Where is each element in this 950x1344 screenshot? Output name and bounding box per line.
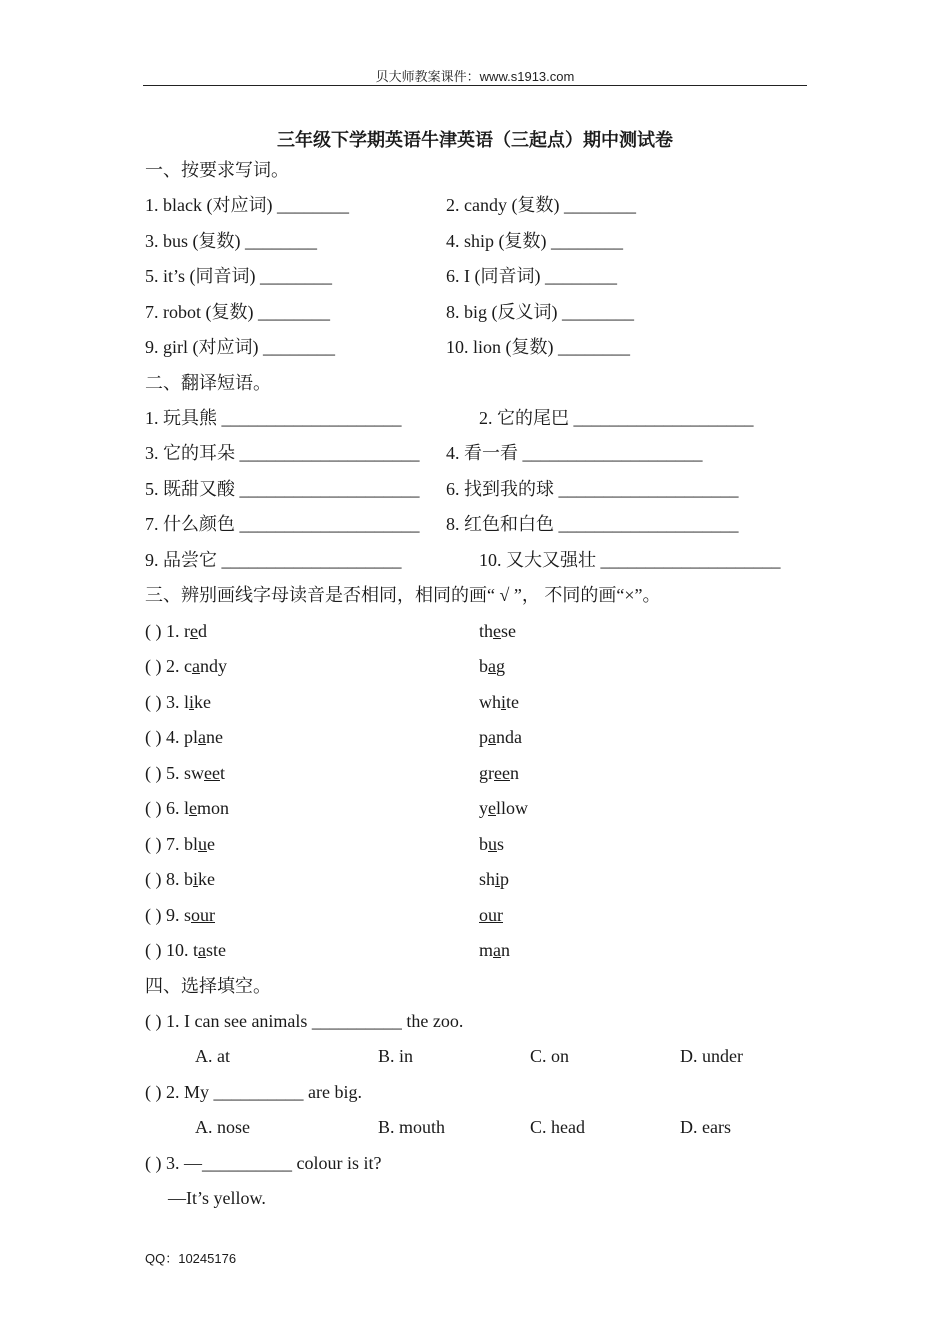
s3-word-right: bag: [479, 656, 505, 676]
s2-item: 9. 品尝它 ____________________: [145, 550, 402, 570]
option: D. ears: [680, 1117, 731, 1137]
s3-word-left: ( ) 1. red: [145, 621, 207, 641]
s1-item: 1. black (对应词) ________: [145, 195, 349, 215]
option: A. at: [195, 1046, 230, 1066]
s3-word-right: man: [479, 940, 511, 960]
section2-heading: 二、翻译短语。: [145, 373, 271, 393]
s2-item: 3. 它的耳朵 ____________________: [145, 443, 420, 463]
option: C. head: [530, 1117, 585, 1137]
question-3: ( ) 3. —__________ colour is it?: [145, 1153, 382, 1173]
s3-word-left: ( ) 5. sweet: [145, 763, 225, 783]
s2-item: 10. 又大又强壮 ____________________: [479, 550, 781, 570]
s2-item: 1. 玩具熊 ____________________: [145, 408, 402, 428]
s1-item: 10. lion (复数) ________: [446, 337, 630, 357]
s3-word-left: ( ) 3. like: [145, 692, 212, 712]
s3-word-right: yellow: [479, 798, 529, 818]
s3-word-left: ( ) 6. lemon: [145, 798, 230, 818]
s3-word-left: ( ) 2. candy: [145, 656, 227, 676]
s1-item: 6. I (同音词) ________: [446, 266, 617, 286]
s1-item: 2. candy (复数) ________: [446, 195, 636, 215]
s3-word-right: these: [479, 621, 517, 641]
question-2: ( ) 2. My __________ are big.: [145, 1082, 362, 1102]
s3-word-right: green: [479, 763, 519, 783]
s2-item: 8. 红色和白色 ____________________: [446, 514, 739, 534]
page-header: 贝大师教案课件：www.s1913.com: [375, 69, 575, 84]
s3-word-left: ( ) 4. plane: [145, 727, 223, 747]
s2-item: 4. 看一看 ____________________: [446, 443, 703, 463]
section1-heading: 一、按要求写词。: [145, 160, 289, 180]
s3-word-right: panda: [479, 727, 522, 747]
section4-heading: 四、选择填空。: [145, 976, 271, 996]
option: B. mouth: [378, 1117, 446, 1137]
s3-word-right: ship: [479, 869, 510, 889]
footer-qq: QQ：10245176: [145, 1251, 237, 1266]
s2-item: 5. 既甜又酸 ____________________: [145, 479, 420, 499]
header-divider: [143, 85, 807, 86]
s1-item: 7. robot (复数) ________: [145, 302, 330, 322]
s3-word-left: ( ) 8. bike: [145, 869, 216, 889]
option: A. nose: [195, 1117, 250, 1137]
s3-word-left: ( ) 9. sour: [145, 905, 215, 925]
question-1: ( ) 1. I can see animals __________ the zoo.: [145, 1011, 464, 1031]
s1-item: 3. bus (复数) ________: [145, 231, 317, 251]
s1-item: 4. ship (复数) ________: [446, 231, 623, 251]
s1-item: 5. it’s (同音词) ________: [145, 266, 332, 286]
s3-word-right: white: [479, 692, 520, 712]
s3-word-left: ( ) 7. blue: [145, 834, 215, 854]
s2-item: 2. 它的尾巴 ____________________: [479, 408, 754, 428]
s2-item: 7. 什么颜色 ____________________: [145, 514, 420, 534]
s1-item: 9. girl (对应词) ________: [145, 337, 335, 357]
s3-word-right: our: [479, 905, 503, 925]
page-title: 三年级下学期英语牛津英语（三起点）期中测试卷: [277, 130, 673, 150]
option: B. in: [378, 1046, 414, 1066]
question-3-answer: —It’s yellow.: [168, 1188, 266, 1208]
s2-item: 6. 找到我的球 ____________________: [446, 479, 739, 499]
s3-word-left: ( ) 10. taste: [145, 940, 226, 960]
s3-word-right: bus: [479, 834, 505, 854]
section3-heading: 三、辨别画线字母读音是否相同，相同的画“ √ ”， 不同的画“×”。: [145, 585, 661, 605]
s1-item: 8. big (反义词) ________: [446, 302, 634, 322]
option: C. on: [530, 1046, 570, 1066]
option: D. under: [680, 1046, 743, 1066]
